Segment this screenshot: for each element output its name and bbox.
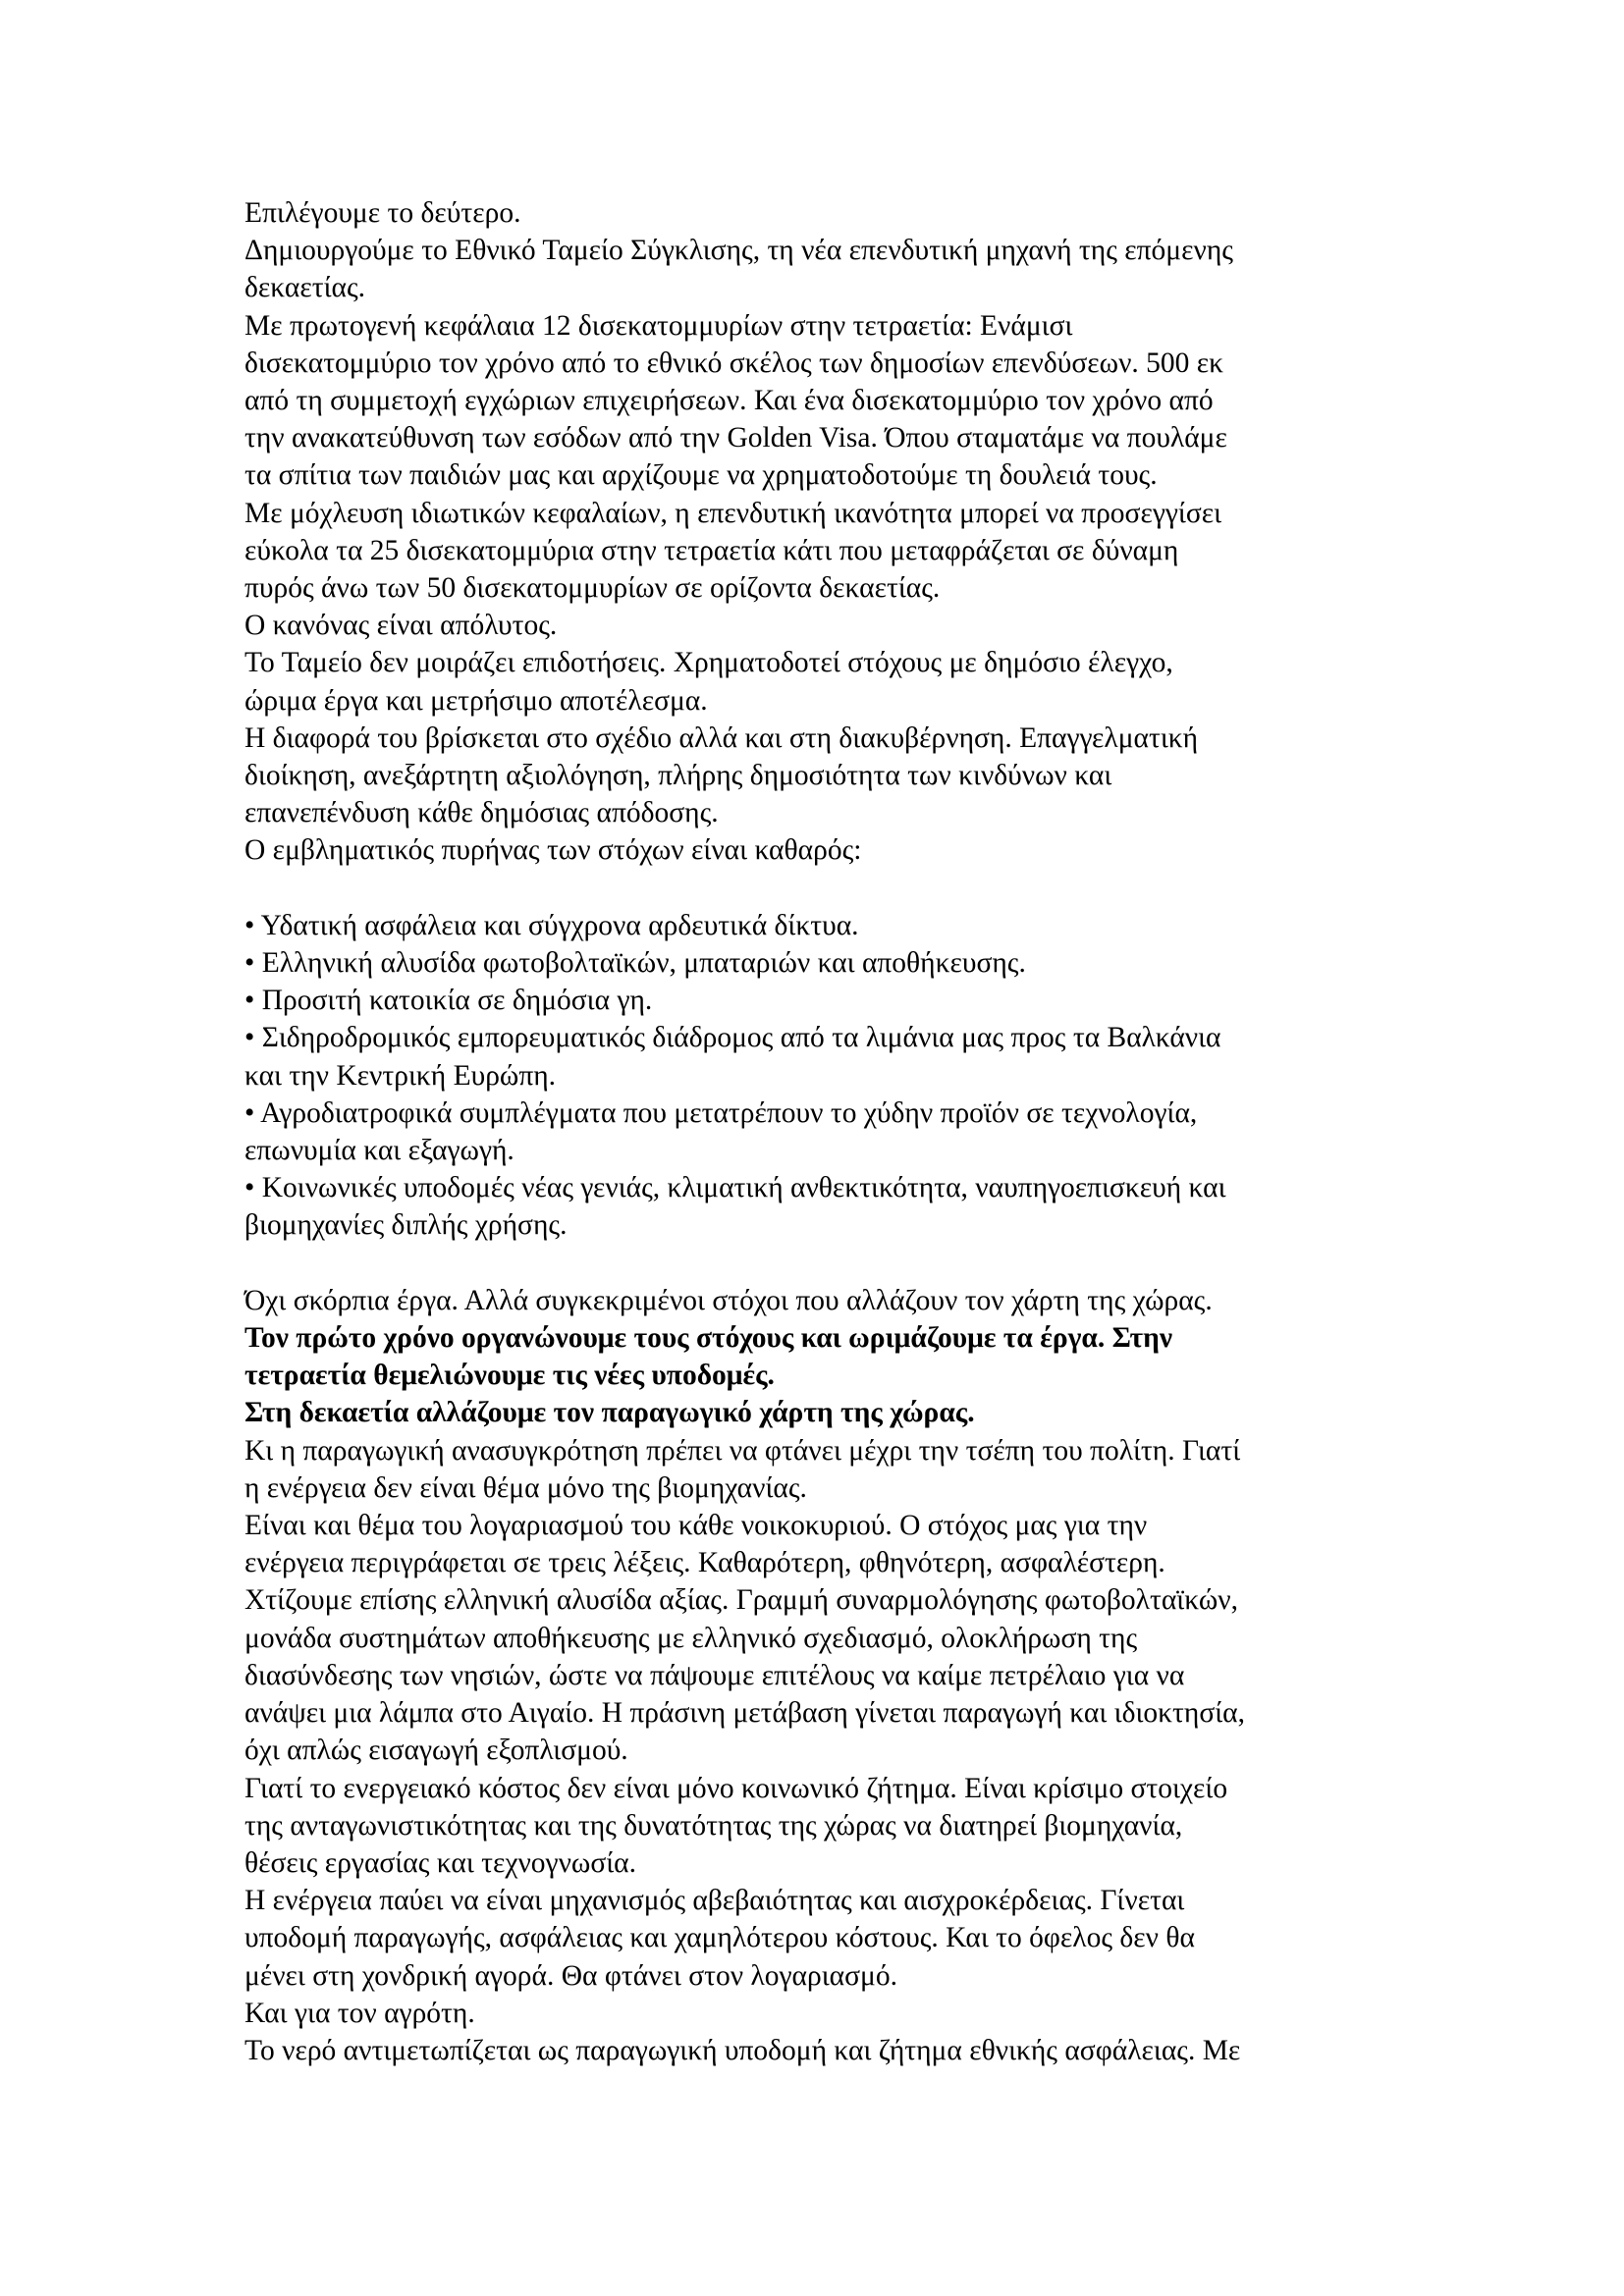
bold-statement: Τον πρώτο χρόνο οργανώνουμε τους στόχους και ωριμάζουμε τα έργα. Στην τετραετία θεμελιώνουμε τις νέες υποδομές. — [244, 1322, 1173, 1392]
paragraph: Ο κανόνας είναι απόλυτος. — [244, 610, 558, 642]
list-item: • Σιδηροδρομικός εμπορευματικός διάδρομος από τα λιμάνια μας προς τα Βαλκάνια και την Κεντρική Ευρώπη. — [244, 1022, 1221, 1092]
paragraph: Ο εμβληματικός πυρήνας των στόχων είναι καθαρός: — [244, 834, 862, 867]
paragraph: Γιατί το ενεργειακό κόστος δεν είναι μόνο κοινωνικό ζήτημα. Είναι κρίσιμο στοιχείο της ανταγωνιστικότητας και της δυνατότητας της χώρας να διατηρεί βιομηχανία, θέσεις εργασίας και τεχνογνωσία. — [244, 1772, 1228, 1879]
document-page — [244, 194, 1393, 2069]
list-item: • Αγροδιατροφικά συμπλέγματα που μετατρέπουν το χύδην προϊόν σε τεχνολογία, επωνυμία και εξαγωγή. — [244, 1096, 1198, 1167]
paragraph: Επιλέγουμε το δεύτερο. — [244, 197, 521, 229]
list-item: • Κοινωνικές υποδομές νέας γενιάς, κλιματική ανθεκτικότητα, ναυπηγοεπισκευή και βιομηχανίες διπλής χρήσης. — [244, 1172, 1226, 1242]
paragraph: Η ενέργεια παύει να είναι μηχανισμός αβεβαιότητας και αισχροκέρδειας. Γίνεται υποδομή παραγωγής, ασφάλειας και χαμηλότερου κόστους. Και το όφελος δεν θα μένει στη χονδρική αγορά. Θα φτάνει στον λογαριασμό. — [244, 1885, 1195, 1992]
paragraph: Χτίζουμε επίσης ελληνική αλυσίδα αξίας. Γραμμή συναρμολόγησης φωτοβολταϊκών, μονάδα συστημάτων αποθήκευσης με ελληνικό σχεδιασμό, ολοκλήρωση της διασύνδεσης των νησιών, ώστε να πάψουμε επιτέλους να καίμε πετρέλαιο για να ανάψει μια λάμπα στο Αιγαίο. Η πράσινη μετάβαση γίνεται παραγωγή και ιδιοκτησία, όχι απλώς εισαγωγή εξοπλισμού. — [244, 1584, 1245, 1767]
paragraph: Το Ταμείο δεν μοιράζει επιδοτήσεις. Χρηματοδοτεί στόχους με δημόσιο έλεγχο, ώριμα έργα και μετρήσιμο αποτέλεσμα. — [244, 647, 1173, 717]
list-item: • Προσιτή κατοικία σε δημόσια γη. — [244, 985, 653, 1017]
paragraph: Το νερό αντιμετωπίζεται ως παραγωγική υποδομή και ζήτημα εθνικής ασφάλειας. Με — [244, 2034, 1241, 2066]
paragraph: Είναι και θέμα του λογαριασμού του κάθε νοικοκυριού. Ο στόχος μας για την ενέργεια περιγράφεται σε τρεις λέξεις. Καθαρότερη, φθηνότερη, ασφαλέστερη. — [244, 1510, 1165, 1579]
paragraph: Η διαφορά του βρίσκεται στο σχέδιο αλλά και στη διακυβέρνηση. Επαγγελματική διοίκηση, ανεξάρτητη αξιολόγηση, πλήρης δημοσιότητα των κινδύνων και επανεπένδυση κάθε δημόσιας απόδοσης. — [244, 721, 1199, 829]
bold-statement: Στη δεκαετία αλλάζουμε τον παραγωγικό χάρτη της χώρας. — [244, 1397, 975, 1429]
paragraph: Με πρωτογενή κεφάλαια 12 δισεκατομμυρίων στην τετραετία: Ενάμισι δισεκατομμύριο τον χρόνο από το εθνικό σκέλος των δημοσίων επενδύσεων. 500 εκ από τη συμμετοχή εγχώριων επιχειρήσεων. Και ένα δισεκατομμύριο τον χρόνο από την ανακατεύθυνση των εσόδων από την Golden Visa. Όπου σταματάμε να πουλάμε τα σπίτια των παιδιών μας και αρχίζουμε να χρηματοδοτούμε τη δουλειά τους. — [244, 309, 1227, 492]
paragraph: Κι η παραγωγική ανασυγκρότηση πρέπει να φτάνει μέχρι την τσέπη του πολίτη. Γιατί η ενέργεια δεν είναι θέμα μόνο της βιομηχανίας. — [244, 1434, 1241, 1504]
list-item: • Ελληνική αλυσίδα φωτοβολταϊκών, μπαταριών και αποθήκευσης. — [244, 947, 1026, 980]
paragraph: Και για τον αγρότη. — [244, 1997, 475, 2029]
list-item: • Υδατική ασφάλεια και σύγχρονα αρδευτικά δίκτυα. — [244, 909, 859, 941]
bullet-list — [244, 907, 1393, 1245]
closing-intro: Όχι σκόρπια έργα. Αλλά συγκεκριμένοι στόχοι που αλλάζουν τον χάρτη της χώρας. — [244, 1284, 1213, 1316]
paragraph: Δημιουργούμε το Εθνικό Ταμείο Σύγκλισης, τη νέα επενδυτική μηχανή της επόμενης δεκαετίας. — [244, 235, 1233, 304]
blank-line — [244, 870, 1393, 907]
blank-line — [244, 1245, 1393, 1282]
paragraph: Με μόχλευση ιδιωτικών κεφαλαίων, η επενδυτική ικανότητα μπορεί να προσεγγίσει εύκολα τα 25 δισεκατομμύρια στην τετραετία κάτι που μεταφράζεται σε δύναμη πυρός άνω των 50 δισεκατομμυρίων σε ορίζοντα δεκαετίας. — [244, 497, 1222, 605]
